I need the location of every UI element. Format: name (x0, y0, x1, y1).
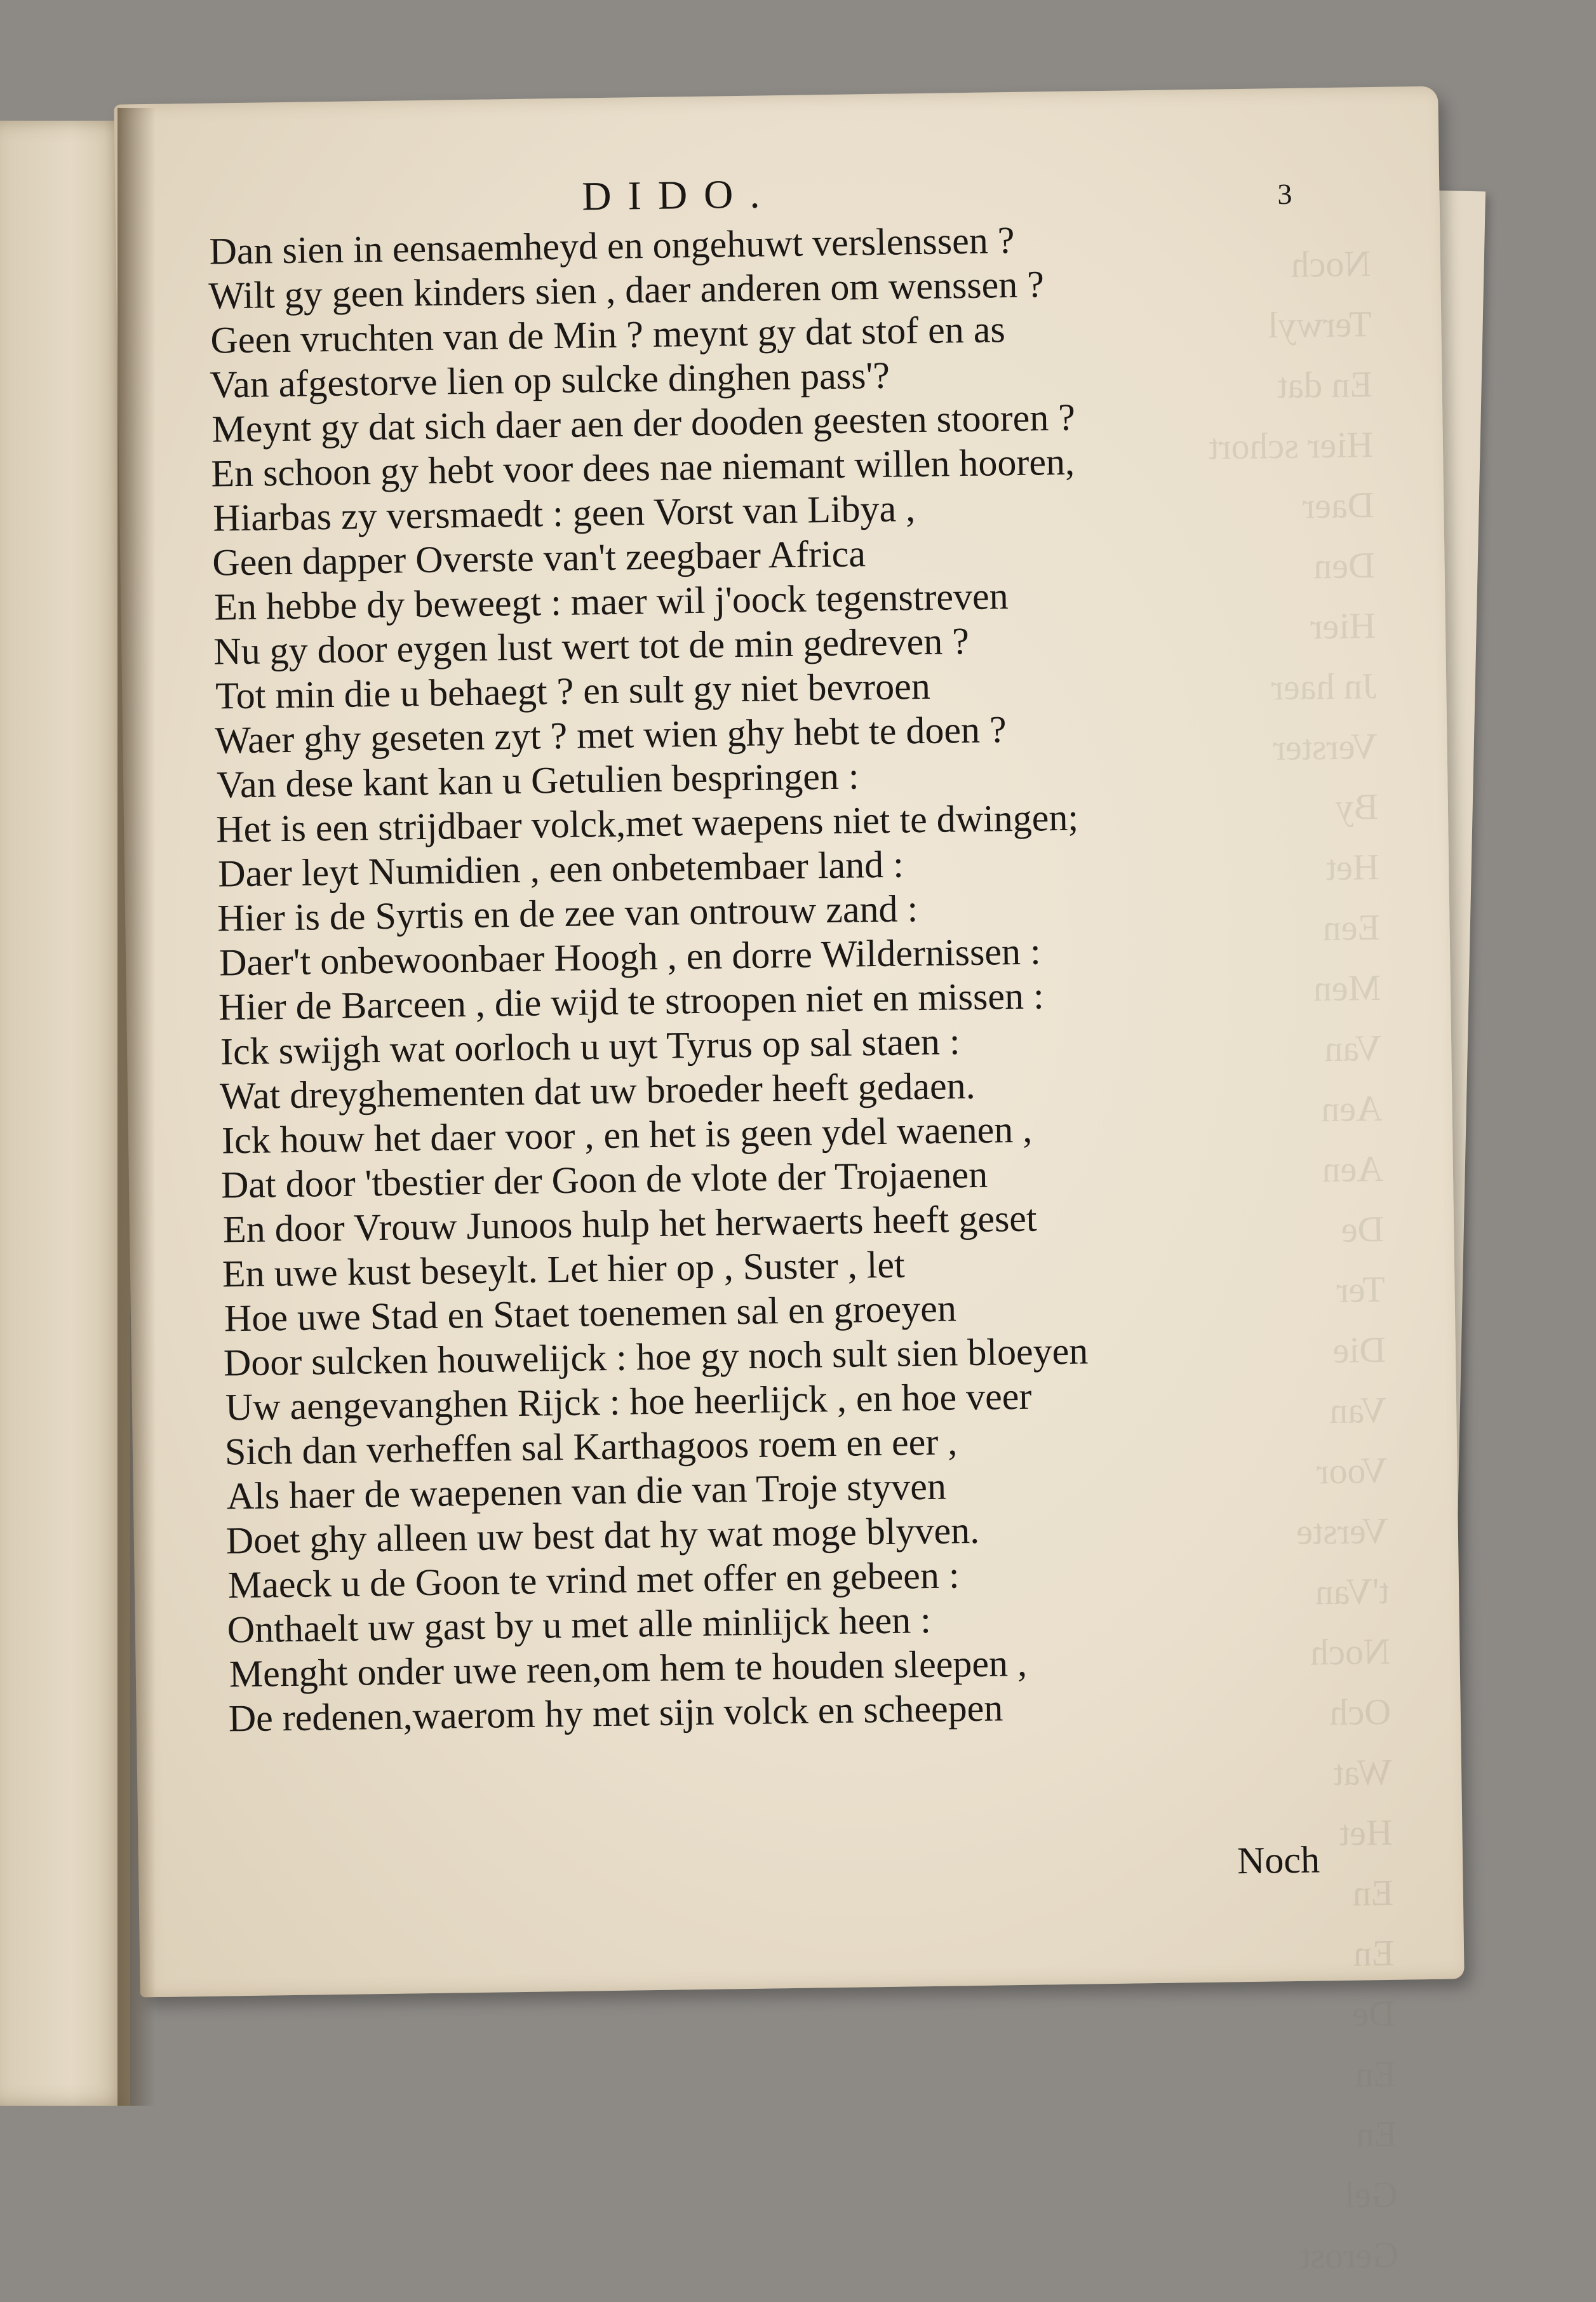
show-through-text: Noch Terwyl En dat Hier schort Daer Den Hier Jn haer Verster By Het Een Men Van Aen Aen De Ter Die Van Voor Verste t'Van Noch Och Wat Het En En De En En Gel Gerost (1208, 243, 1399, 2277)
page-number: 3 (1277, 177, 1292, 211)
verse-line: Waer ghy geseten zyt ? met wien ghy hebt te doen ? (214, 708, 1007, 762)
verse-line: Van afgestorve lien op sulcke dinghen pass'? (210, 354, 890, 406)
verse-line: Dat door 'tbestier der Goon de vlote der Trojaenen (220, 1153, 988, 1206)
verse-line: En hebbe dy beweegt : maer wil j'oock tegenstreven (213, 575, 1009, 628)
verse-line: Van dese kant kan u Getulien bespringen : (216, 755, 860, 806)
verse-line: Het is een strijdbaer volck,met waepens niet te dwingen; (215, 796, 1079, 851)
verse-line: Sich dan verheffen sal Karthagoos roem en eer , (224, 1420, 958, 1473)
verse-line: Dan sien in eensaemheyd en ongehuwt verslenssen ? (209, 219, 1015, 273)
verse-line: Meynt gy dat sich daer aen der dooden geesten stooren ? (211, 396, 1076, 450)
verse-line: Hoe uwe Stad en Staet toenemen sal en groeyen (224, 1287, 957, 1340)
book-page (114, 86, 1464, 2277)
verse-line: Nu gy door eygen lust wert tot de min gedreven ? (213, 619, 970, 673)
verse-line: Wat dreyghementen dat uw broeder heeft gedaen. (219, 1064, 976, 1117)
verse-line: En schoon gy hebt voor dees nae niemant willen hooren, (210, 440, 1075, 495)
verse-line: Onthaelt uw gast by u met alle minlijck heen : (227, 1598, 932, 1651)
verse-line: Wilt gy geen kinders sien , daer anderen om wenssen ? (208, 263, 1045, 317)
verse-line: En uwe kust beseylt. Let hier op , Suster , let (222, 1243, 906, 1295)
catchword: Noch (1237, 1838, 1320, 1882)
verse-line: Door sulcken houwelijck : hoe gy noch sult sien bloeyen (223, 1329, 1089, 1384)
running-head: DIDO. (581, 171, 777, 219)
verse-line: Daer leyt Numidien , een onbetembaer land : (217, 843, 904, 895)
verse-line: Hiarbas zy versmaedt : geen Vorst van Libya , (212, 487, 916, 539)
verse-line: Uw aengevanghen Rijck : hoe heerlijck , en hoe veer (225, 1375, 1032, 1429)
verse-text (208, 213, 1340, 1740)
book-gutter-shadow (117, 108, 156, 2106)
verse-line: Geen vruchten van de Min ? meynt gy dat stof en as (210, 308, 1006, 361)
verse-line: Hier de Barceen , die wijd te stroopen niet en missen : (218, 974, 1045, 1028)
previous-page-edge (0, 121, 130, 2106)
verse-line: Ick swijgh wat oorloch u uyt Tyrus op sal staen : (220, 1020, 961, 1073)
verse-line: Hier is de Syrtis en de zee van ontrouw zand : (217, 887, 918, 939)
verse-line: Geen dapper Overste van't zeegbaer Africa (211, 532, 866, 584)
verse-line: Doet ghy alleen uw best dat hy wat moge blyven. (225, 1509, 980, 1562)
verse-line: Menght onder uwe reen,om hem te houden sleepen , (229, 1641, 1028, 1695)
verse-line: Ick houw het daer voor , en het is geen ydel waenen , (221, 1108, 1033, 1162)
verse-line: Als haer de waepenen van die van Troje styven (226, 1465, 947, 1518)
verse-line: En door Vrouw Junoos hulp het herwaerts heeft geset (222, 1197, 1038, 1251)
verse-line: Maeck u de Goon te vrind met offer en gebeen : (227, 1554, 960, 1606)
verse-line: Daer't onbewoonbaer Hoogh , en dorre Wildernissen : (218, 930, 1042, 984)
verse-line: Tot min die u behaegt ? en sult gy niet bevroen (215, 664, 931, 717)
verse-line: De redenen,waerom hy met sijn volck en scheepen (228, 1686, 1003, 1740)
